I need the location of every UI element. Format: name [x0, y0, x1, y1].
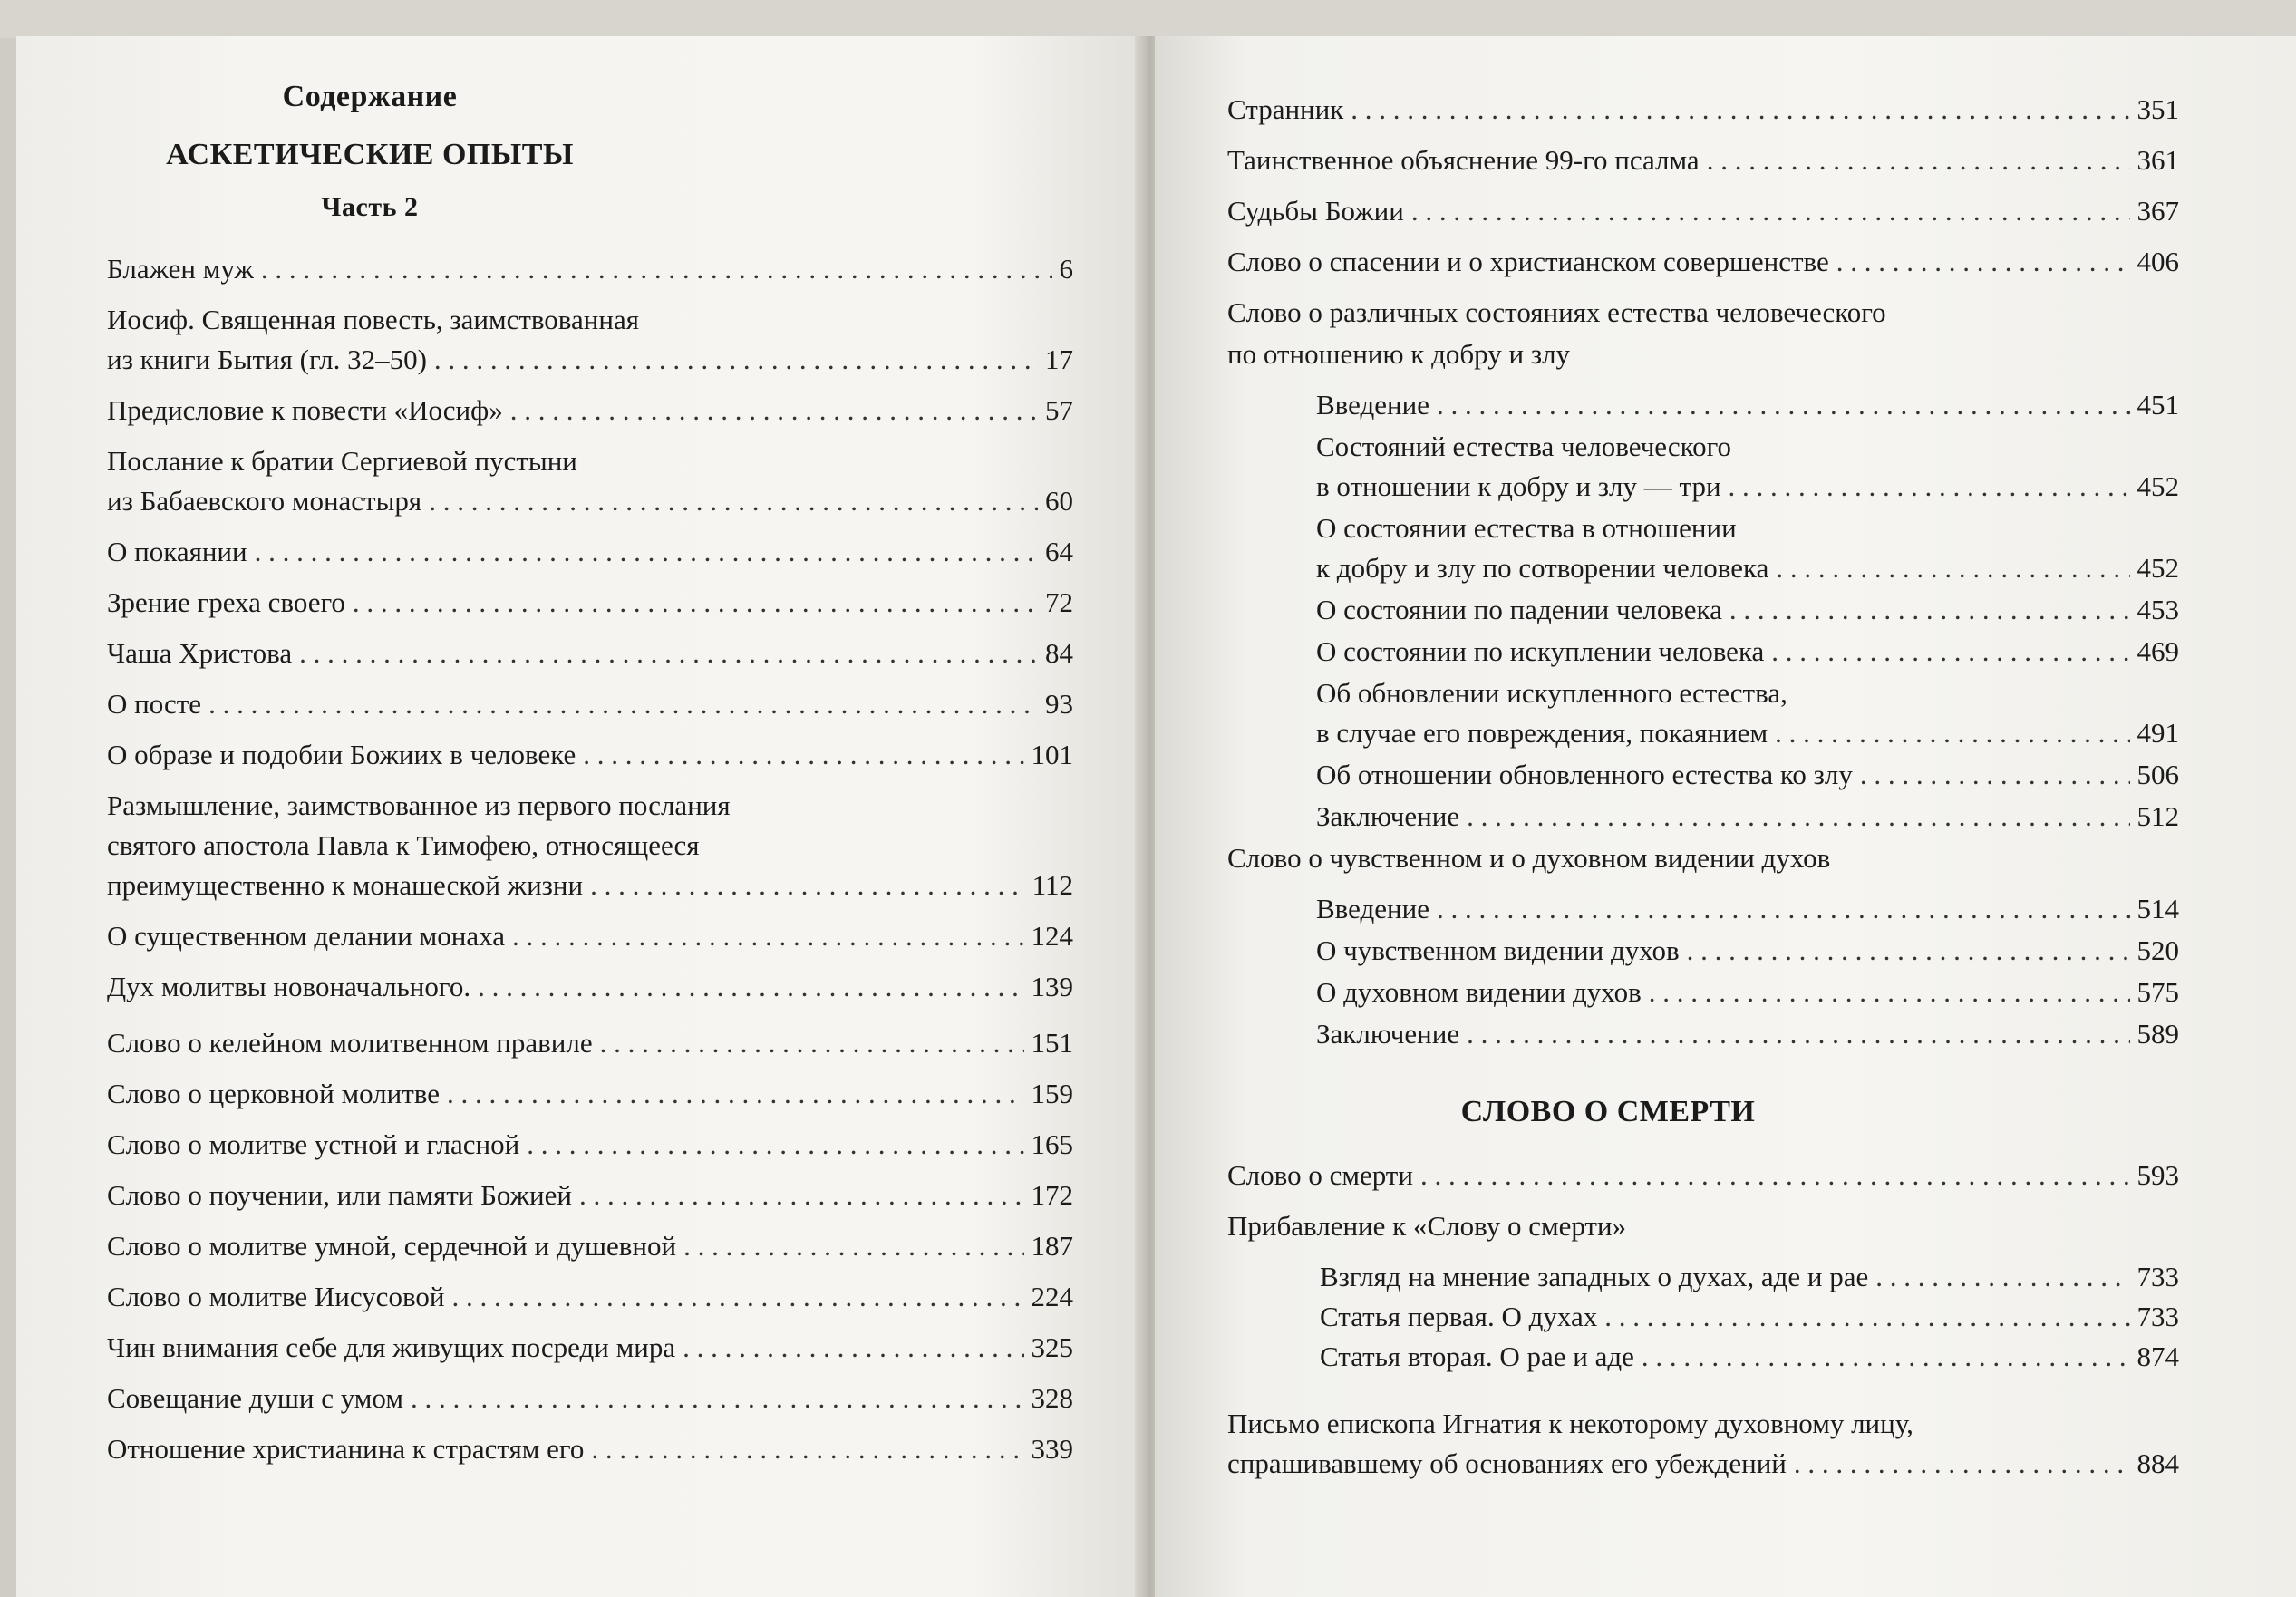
toc-page-number: 101	[1031, 739, 1073, 770]
toc-entry-title: О состоянии по падении человека	[1316, 594, 1722, 625]
toc-entry-title: Слово о спасении и о христианском совершенстве	[1227, 246, 1829, 277]
toc-entry-title: Чин внимания себе для живущих посреди мира	[107, 1331, 676, 1363]
dot-leader	[683, 1327, 1023, 1369]
dot-leader	[579, 1175, 1024, 1216]
toc-entry-line	[1320, 1296, 2179, 1338]
toc-page-number: 17	[1045, 344, 1073, 375]
toc-entry-title: к добру и злу по сотворении человека	[1316, 552, 1769, 584]
toc-page-number: 367	[2136, 195, 2179, 227]
toc-page-number: 361	[2136, 144, 2179, 176]
toc-entry-title: Чаша Христова	[107, 637, 293, 669]
toc-entry-title: Слово о смерти	[1227, 1159, 1413, 1191]
toc-entry-title: Размышление, заимствованное из первого послания	[107, 789, 731, 821]
dot-leader	[208, 683, 1038, 725]
toc-entry-title: Статья первая. О духах	[1320, 1301, 1598, 1332]
toc-entry-title: Слово о поучении, или памяти Божией	[107, 1179, 572, 1211]
dot-leader	[1642, 1336, 2130, 1378]
dot-leader	[451, 1276, 1023, 1318]
toc-entry-line	[1227, 241, 2179, 283]
dot-leader	[1794, 1443, 2130, 1485]
dot-leader	[299, 633, 1038, 674]
toc-entry-line	[107, 966, 1073, 1008]
toc-page-number: 469	[2136, 635, 2179, 667]
toc-page-number: 72	[1045, 586, 1073, 618]
toc-entry-title: преимущественно к монашеской жизни	[107, 869, 584, 901]
dot-leader	[411, 1378, 1024, 1419]
dot-leader	[1351, 89, 2129, 131]
dot-leader	[600, 1022, 1024, 1064]
dot-leader	[353, 582, 1038, 624]
toc-page-number: 733	[2136, 1301, 2179, 1332]
toc-entry-title: О покаянии	[107, 536, 247, 567]
toc-entry-line	[107, 390, 1073, 431]
dot-leader	[1437, 888, 2130, 930]
toc-page-number: 512	[2136, 800, 2179, 832]
toc-entry-title: Заключение	[1316, 1018, 1460, 1050]
toc-entry-title: Статья вторая. О рае и аде	[1320, 1341, 1634, 1372]
toc-entry-title: Дух молитвы новоначального.	[107, 971, 471, 1002]
toc-entry-title: Предисловие к повести «Иосиф»	[107, 394, 503, 426]
toc-entry-title: Блажен муж	[107, 253, 254, 285]
toc-page-number: 339	[1031, 1433, 1073, 1465]
page-top-edge	[0, 0, 2296, 38]
dot-leader	[261, 248, 1052, 290]
toc-page-number: 84	[1045, 637, 1073, 669]
toc-entry-line	[1316, 796, 2179, 837]
toc-page-number: 589	[2136, 1018, 2179, 1050]
toc-entry-line	[1227, 1155, 2179, 1196]
toc-entry-line	[1316, 466, 2179, 508]
dot-leader	[1775, 712, 2129, 754]
toc-entry-line	[1316, 384, 2179, 426]
toc-entry-title: Об отношении обновленного естества ко злу	[1316, 759, 1853, 790]
dot-leader	[1875, 1256, 2129, 1298]
dot-leader	[1860, 754, 2130, 796]
toc-page-number: 139	[1031, 971, 1073, 1002]
toc-page-number: 224	[1031, 1281, 1073, 1312]
toc-entry-line	[1316, 589, 2179, 631]
toc-entry-title: Введение	[1316, 389, 1429, 421]
toc-entry-line	[1320, 1256, 2179, 1298]
toc-entry-line	[107, 1378, 1073, 1419]
toc-entry-title: Взгляд на мнение западных о духах, аде и рае	[1320, 1261, 1869, 1292]
left-toc-column	[16, 36, 1142, 1597]
section-heading-death: СЛОВО О СМЕРТИ	[1460, 1095, 1756, 1128]
toc-page-number: 172	[1031, 1179, 1073, 1211]
dot-leader	[1649, 972, 2130, 1013]
dot-leader	[512, 915, 1024, 957]
toc-entry-title: по отношению к добру и злу	[1227, 338, 1571, 370]
toc-entry-line	[1316, 547, 2179, 589]
toc-entry-title: Прибавление к «Слову о смерти»	[1227, 1210, 1627, 1242]
toc-page-number: 733	[2136, 1261, 2179, 1292]
toc-page-number: 451	[2136, 389, 2179, 421]
toc-entry-title: Таинственное объяснение 99-го псалма	[1227, 144, 1700, 176]
toc-entry-title: Введение	[1316, 893, 1429, 924]
toc-entry-line	[1316, 712, 2179, 754]
toc-entry-title: О образе и подобии Божиих в человеке	[107, 739, 576, 770]
toc-entry-line	[107, 734, 1073, 776]
toc-entry-title: святого апостола Павла к Тимофею, относящееся	[107, 829, 700, 861]
toc-page-number: 491	[2136, 717, 2179, 749]
dot-leader	[447, 1073, 1023, 1115]
toc-entry-title: Странник	[1227, 93, 1344, 125]
toc-page-number: 452	[2136, 470, 2179, 502]
toc-page-number: 874	[2136, 1341, 2179, 1372]
toc-entry-line	[107, 1428, 1073, 1470]
toc-entry-line	[107, 865, 1073, 906]
toc-entry-line	[1316, 754, 2179, 796]
toc-page-number: 165	[1031, 1128, 1073, 1160]
toc-entry-line	[107, 915, 1073, 957]
toc-entry-line	[107, 633, 1073, 674]
toc-entry-line	[1227, 1443, 2179, 1485]
dot-leader	[1771, 631, 2129, 673]
toc-page-number: 57	[1045, 394, 1073, 426]
toc-entry-line	[1316, 888, 2179, 930]
dot-leader	[429, 480, 1038, 522]
toc-entry-line	[1227, 89, 2179, 131]
toc-entry-title: Слово о келейном молитвенном правиле	[107, 1027, 593, 1059]
toc-entry-line	[107, 1276, 1073, 1318]
right-toc-column	[1155, 36, 2296, 1597]
toc-entry-title: О чувственном видении духов	[1316, 934, 1680, 966]
dot-leader	[1836, 241, 2130, 283]
toc-entry-title: О существенном делании монаха	[107, 920, 505, 952]
toc-entry-title: Об обновлении искупленного естества,	[1316, 677, 1787, 709]
toc-page-number: 452	[2136, 552, 2179, 584]
toc-entry-title: в отношении к добру и злу — три	[1316, 470, 1721, 502]
toc-entry-title: О состоянии по искуплении человека	[1316, 635, 1765, 667]
toc-entry-line	[107, 339, 1073, 381]
right-page	[1155, 36, 2296, 1597]
dot-leader	[510, 390, 1038, 431]
dot-leader	[583, 734, 1023, 776]
toc-page-number: 112	[1032, 869, 1073, 901]
toc-entry-title: О состоянии естества в отношении	[1316, 512, 1737, 544]
toc-entry-line	[1316, 631, 2179, 673]
toc-entry-line	[107, 1073, 1073, 1115]
dot-leader	[1707, 140, 2130, 181]
toc-entry-title: Иосиф. Священная повесть, заимствованная	[107, 304, 639, 335]
toc-entry-title: Слово о молитве умной, сердечной и душевной	[107, 1230, 677, 1262]
toc-entry-line	[107, 248, 1073, 290]
toc-entry-line	[1316, 972, 2179, 1013]
toc-entry-title: Слово о чувственном и о духовном видении духов	[1227, 842, 1831, 874]
toc-entry-line	[107, 1124, 1073, 1166]
toc-entry-title: в случае его повреждения, покаянием	[1316, 717, 1768, 749]
toc-page-number: 159	[1031, 1078, 1073, 1109]
toc-entry-title: Отношение христианина к страстям его	[107, 1433, 585, 1465]
dot-leader	[1729, 589, 2130, 631]
toc-entry-title: Слово о различных состояниях естества человеческого	[1227, 296, 1886, 328]
dot-leader	[1729, 466, 2130, 508]
dot-leader	[683, 1225, 1023, 1267]
toc-page-number: 884	[2136, 1447, 2179, 1479]
toc-page-number: 187	[1031, 1230, 1073, 1262]
toc-entry-title: Совещание души с умом	[107, 1382, 403, 1414]
toc-entry-title: из книги Бытия (гл. 32–50)	[107, 344, 427, 375]
toc-page-number: 406	[2136, 246, 2179, 277]
dot-leader	[1687, 930, 2130, 972]
dot-leader	[1420, 1155, 2130, 1196]
toc-page-number: 325	[1031, 1331, 1073, 1363]
toc-entry-line	[1227, 190, 2179, 232]
toc-page-number: 506	[2136, 759, 2179, 790]
toc-entry-line	[107, 1327, 1073, 1369]
toc-entry-title: Заключение	[1316, 800, 1460, 832]
toc-title: Содержание	[282, 80, 458, 113]
toc-entry-title: Послание к братии Сергиевой пустыни	[107, 445, 577, 477]
toc-page-number: 351	[2136, 93, 2179, 125]
toc-page-number: 151	[1031, 1027, 1073, 1059]
toc-entry-line	[107, 480, 1073, 522]
toc-entry-line	[107, 1175, 1073, 1216]
dot-leader	[1604, 1296, 2129, 1338]
dot-leader	[1776, 547, 2129, 589]
toc-entry-line	[1320, 1336, 2179, 1378]
toc-entry-title: Состояний естества человеческого	[1316, 431, 1732, 462]
toc-page-number: 514	[2136, 893, 2179, 924]
dot-leader	[527, 1124, 1023, 1166]
toc-entry-title: Слово о церковной молитве	[107, 1078, 441, 1109]
toc-entry-line	[1227, 140, 2179, 181]
left-page	[16, 36, 1142, 1597]
toc-entry-title: Слово о молитве Иисусовой	[107, 1281, 445, 1312]
dot-leader	[1467, 796, 2129, 837]
dot-leader	[590, 865, 1025, 906]
toc-entry-title: из Бабаевского монастыря	[107, 485, 422, 517]
dot-leader	[1437, 384, 2130, 426]
dot-leader	[591, 1428, 1023, 1470]
toc-entry-line	[1316, 1013, 2179, 1055]
toc-entry-line	[1316, 930, 2179, 972]
toc-entry-title: Слово о молитве устной и гласной	[107, 1128, 520, 1160]
toc-entry-title: О посте	[107, 688, 202, 720]
toc-page-number: 64	[1045, 536, 1073, 567]
toc-page-number: 575	[2136, 976, 2179, 1008]
dot-leader	[1411, 190, 2130, 232]
toc-page-number: 593	[2136, 1159, 2179, 1191]
toc-entry-line	[107, 582, 1073, 624]
toc-entry-title: Письмо епископа Игнатия к некоторому духовному лицу,	[1227, 1408, 1913, 1439]
section-heading-ascetic: АСКЕТИЧЕСКИЕ ОПЫТЫ	[166, 138, 574, 171]
dot-leader	[434, 339, 1038, 381]
toc-page-number: 124	[1031, 920, 1073, 952]
dot-leader	[255, 531, 1038, 573]
toc-page-number: 60	[1045, 485, 1073, 517]
dot-leader	[1467, 1013, 2129, 1055]
toc-entry-line	[107, 1225, 1073, 1267]
toc-entry-line	[107, 1022, 1073, 1064]
dot-leader	[478, 966, 1023, 1008]
toc-entry-line	[107, 683, 1073, 725]
toc-page-number: 328	[1031, 1382, 1073, 1414]
toc-page-number: 6	[1059, 253, 1073, 285]
toc-entry-title: Судьбы Божии	[1227, 195, 1404, 227]
toc-entry-title: О духовном видении духов	[1316, 976, 1642, 1008]
toc-page-number: 93	[1045, 688, 1073, 720]
toc-page-number: 520	[2136, 934, 2179, 966]
toc-page-number: 453	[2136, 594, 2179, 625]
toc-entry-title: Зрение греха своего	[107, 586, 345, 618]
toc-entry-title: спрашивавшему об основаниях его убеждений	[1227, 1447, 1787, 1479]
part-heading: Часть 2	[321, 192, 419, 222]
toc-entry-line	[107, 531, 1073, 573]
